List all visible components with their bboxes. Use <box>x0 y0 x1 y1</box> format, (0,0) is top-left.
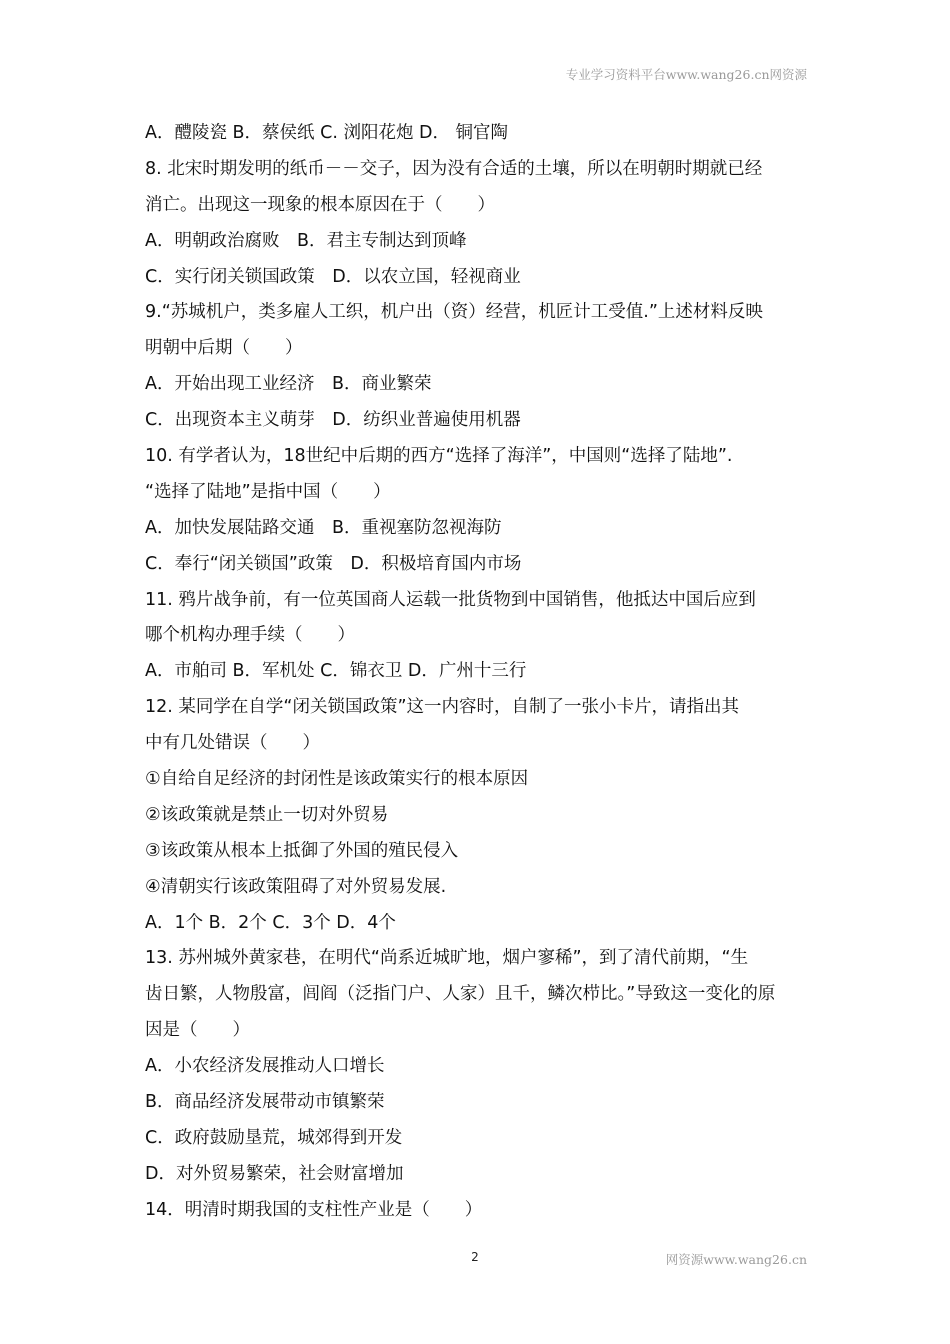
text-line: 11. 鸦片战争前，有一位英国商人运载一批货物到中国销售，他抵达中国后应到 <box>145 589 756 610</box>
text-line: C．出现资本主义萌芽 D．纺织业普遍使用机器 <box>145 410 521 431</box>
text-line: 明朝中后期（ ） <box>145 338 303 359</box>
text-line: 10. 有学者认为，18世纪中后期的西方“选择了海洋”，中国则“选择了陆地”. <box>145 446 733 467</box>
text-line: 9.“苏城机户，类多雇人工织，机户出（资）经营，机匠计工受值.”上述材料反映 <box>145 302 763 323</box>
text-line: 齿日繁，人物殷富，闾阎（泛指门户、人家）且千，鳞次栉比。”导致这一变化的原 <box>145 984 776 1005</box>
text-line: 中有几处错误（ ） <box>145 733 320 754</box>
text-line: A．醴陵瓷 B．蔡侯纸 C. 浏阳花炮 D． 铜官陶 <box>145 123 509 143</box>
text-line: A．小农经济发展推动人口增长 <box>145 1056 385 1077</box>
text-line: A．1个 B．2个 C．3个 D．4个 <box>145 912 396 933</box>
text-line: 8. 北宋时期发明的纸币－－交子，因为没有合适的土壤，所以在明朝时期就已经 <box>145 158 763 179</box>
text-line: 消亡。出现这一现象的根本原因在于（ ） <box>145 194 495 215</box>
footer-watermark: 网资源www.wang26.cn <box>665 1252 807 1267</box>
text-line: B．商品经济发展带动市镇繁荣 <box>145 1092 385 1113</box>
text-line: C．政府鼓励垦荒，城郊得到开发 <box>145 1127 403 1148</box>
text-line: ①自给自足经济的封闭性是该政策实行的根本原因 <box>145 769 529 790</box>
text-line: C．奉行“闭关锁国”政策 D．积极培育国内市场 <box>145 553 522 574</box>
text-line: 因是（ ） <box>145 1020 250 1041</box>
text-line: C．实行闭关锁国政策 D．以农立国，轻视商业 <box>145 266 521 287</box>
text-line: A．明朝政治腐败 B．君主专制达到顶峰 <box>145 230 467 251</box>
text-line: A．开始出现工业经济 B．商业繁荣 <box>145 374 432 395</box>
text-line: 12. 某同学在自学“闭关锁国政策”这一内容时，自制了一张小卡片，请指出其 <box>145 697 740 718</box>
text-line: 14．明清时期我国的支柱性产业是（ ） <box>145 1199 483 1220</box>
text-line: ④清朝实行该政策阻碍了对外贸易发展. <box>145 876 447 897</box>
text-line: ③该政策从根本上抵御了外国的殖民侵入 <box>145 840 459 861</box>
text-line: 13. 苏州城外黄家巷，在明代“尚系近城旷地，烟户寥稀”，到了清代前期，“生 <box>145 948 749 969</box>
text-line: D．对外贸易繁荣，社会财富增加 <box>145 1163 404 1184</box>
page-number: 2 <box>471 1250 479 1264</box>
text-line: A．市舶司 B．军机处 C．锦衣卫 D．广州十三行 <box>145 661 527 682</box>
page-content <box>145 116 810 1229</box>
text-line: A．加快发展陆路交通 B．重视塞防忽视海防 <box>145 517 502 538</box>
text-line: ②该政策就是禁止一切对外贸易 <box>145 804 389 825</box>
text-line: 哪个机构办理手续（ ） <box>145 625 355 646</box>
header-watermark: 专业学习资料平台www.wang26.cn网资源 <box>565 67 807 82</box>
text-line: “选择了陆地”是指中国（ ） <box>145 481 391 502</box>
